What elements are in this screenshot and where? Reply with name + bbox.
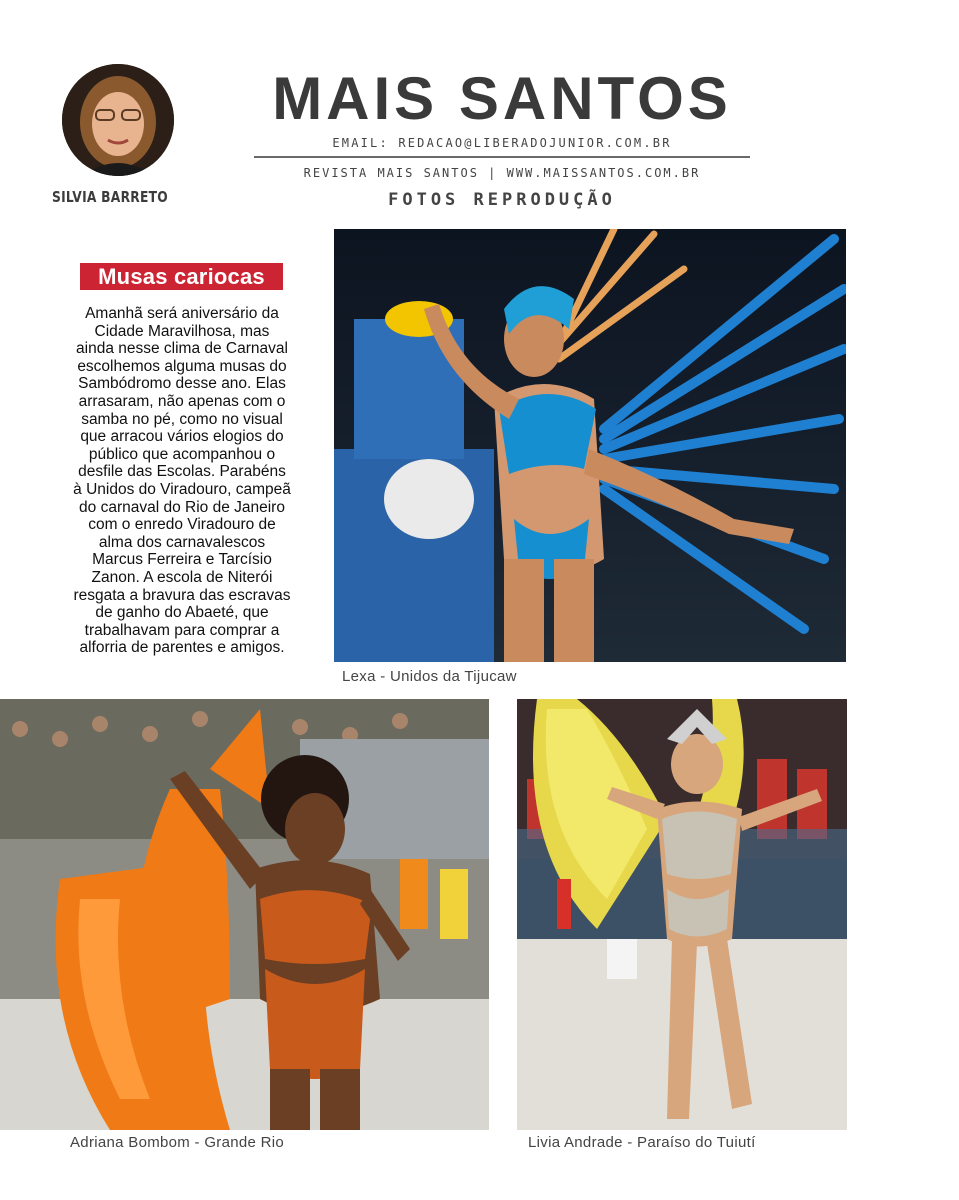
body-line: com o enredo Viradouro de — [88, 516, 276, 534]
masthead — [254, 64, 750, 210]
body-line: arrasaram, não apenas com o — [78, 392, 286, 410]
body-line: resgata a bravura das escravas — [73, 586, 291, 604]
body-line: do carnaval do Rio de Janeiro — [79, 498, 285, 516]
body-line: desfile das Escolas. Parabéns — [78, 463, 286, 481]
photo-lexa — [334, 229, 846, 662]
author-portrait-image — [62, 64, 174, 176]
magazine-website: REVISTA MAIS SANTOS | WWW.MAISSANTOS.COM.BR — [303, 166, 701, 180]
body-line: alforria de parentes e amigos. — [79, 639, 285, 657]
body-line: público que acompanhou o — [88, 445, 276, 463]
body-line: Marcus Ferreira e Tarcísio — [92, 551, 272, 569]
body-line: Zanon. A escola de Niterói — [91, 568, 273, 586]
caption-adriana-bombom: Adriana Bombom - Grande Rio — [70, 1134, 285, 1151]
body-line: ainda nesse clima de Carnaval — [76, 340, 288, 358]
caption-lexa: Lexa - Unidos da Tijucaw — [342, 668, 517, 685]
carnival-dancer-blue-image — [334, 229, 846, 662]
body-line: Cidade Maravilhosa, mas — [94, 322, 270, 340]
contact-email: EMAIL: REDACAO@LIBERADOJUNIOR.COM.BR — [332, 136, 672, 150]
photo-adriana-bombom — [0, 699, 489, 1130]
body-line: escolhemos alguma musas do — [77, 357, 287, 375]
caption-livia-andrade: Livia Andrade - Paraíso do Tuiutí — [528, 1134, 756, 1151]
author-name: SILVIA BARRETO — [51, 188, 169, 206]
body-line: alma dos carnavalescos — [98, 533, 266, 551]
body-line: à Unidos do Viradouro, campeã — [73, 480, 291, 498]
body-line: Sambódromo desse ano. Elas — [78, 375, 286, 393]
masthead-divider — [254, 156, 750, 158]
carnival-dancer-orange-image — [0, 699, 489, 1130]
author-avatar — [62, 64, 174, 176]
body-line: de ganho do Abaeté, que — [95, 604, 269, 622]
body-line: samba no pé, como no visual — [81, 410, 283, 428]
body-line: que arracou vários elogios do — [80, 428, 284, 446]
carnival-dancer-silver-image — [517, 699, 847, 1130]
body-line: Amanhã será aniversário da — [85, 305, 279, 322]
photo-livia-andrade — [517, 699, 847, 1130]
magazine-title: MAIS SANTOS — [272, 65, 732, 132]
body-line: trabalhavam para comprar a — [84, 621, 280, 639]
article-body — [62, 305, 302, 657]
article-headline: Musas cariocas — [98, 264, 265, 289]
headline-box — [80, 263, 283, 290]
photo-credit: FOTOS REPRODUÇÃO — [388, 190, 616, 210]
